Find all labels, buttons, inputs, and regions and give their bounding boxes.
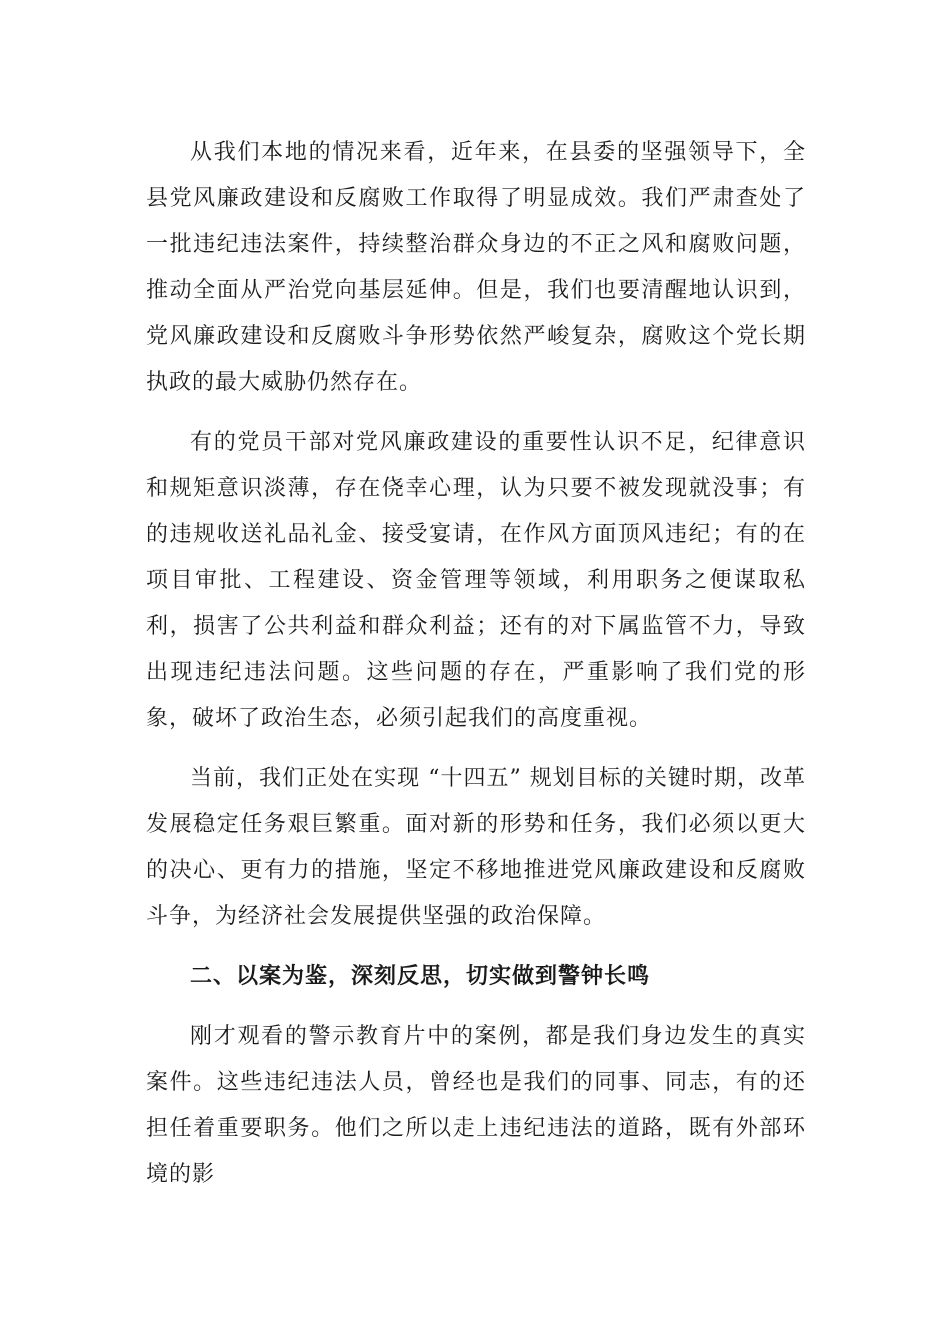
paragraph-problems: 有的党员干部对党风廉政建设的重要性认识不足，纪律意识和规矩意识淡薄，存在侥幸心理，认为只要不被发现就没事；有的违规收送礼品礼金、接受宴请，在作风方面顶风违纪；有的在项目审批、工程建设、资金管理等领域，利用职务之便谋取私利，损害了公共利益和群众利益；还有的对下属监管不力，导致出现违纪违法问题。这些问题的存在，严重影响了我们党的形象，破坏了政治生态，必须引起我们的高度重视。 xyxy=(146,430,806,731)
paragraph-warning-cases: 刚才观看的警示教育片中的案例，都是我们身边发生的真实案件。这些违纪违法人员，曾经也是我们的同事、同志，有的还担任着重要职务。他们之所以走上违纪违法的道路，既有外部环境的影 xyxy=(146,1024,806,1187)
section-heading: 二、以案为鉴，深刻反思，切实做到警钟长鸣 xyxy=(190,964,651,989)
document-body xyxy=(146,130,806,1212)
paragraph-local-situation: 从我们本地的情况来看，近年来，在县委的坚强领导下，全县党风廉政建设和反腐败工作取得了明显成效。我们严肃查处了一批违纪违法案件，持续整治群众身边的不正之风和腐败问题，推动全面从严治党向基层延伸。但是，我们也要清醒地认识到，党风廉政建设和反腐败斗争形势依然严峻复杂，腐败这个党长期执政的最大威胁仍然存在。 xyxy=(146,140,806,395)
paragraph-current-period: 当前，我们正处在实现 “十四五” 规划目标的关键时期，改革发展稳定任务艰巨繁重。面对新的形势和任务，我们必须以更大的决心、更有力的措施，坚定不移地推进党风廉政建设和反腐败斗争，为经济社会发展提供坚强的政治保障。 xyxy=(146,766,806,929)
